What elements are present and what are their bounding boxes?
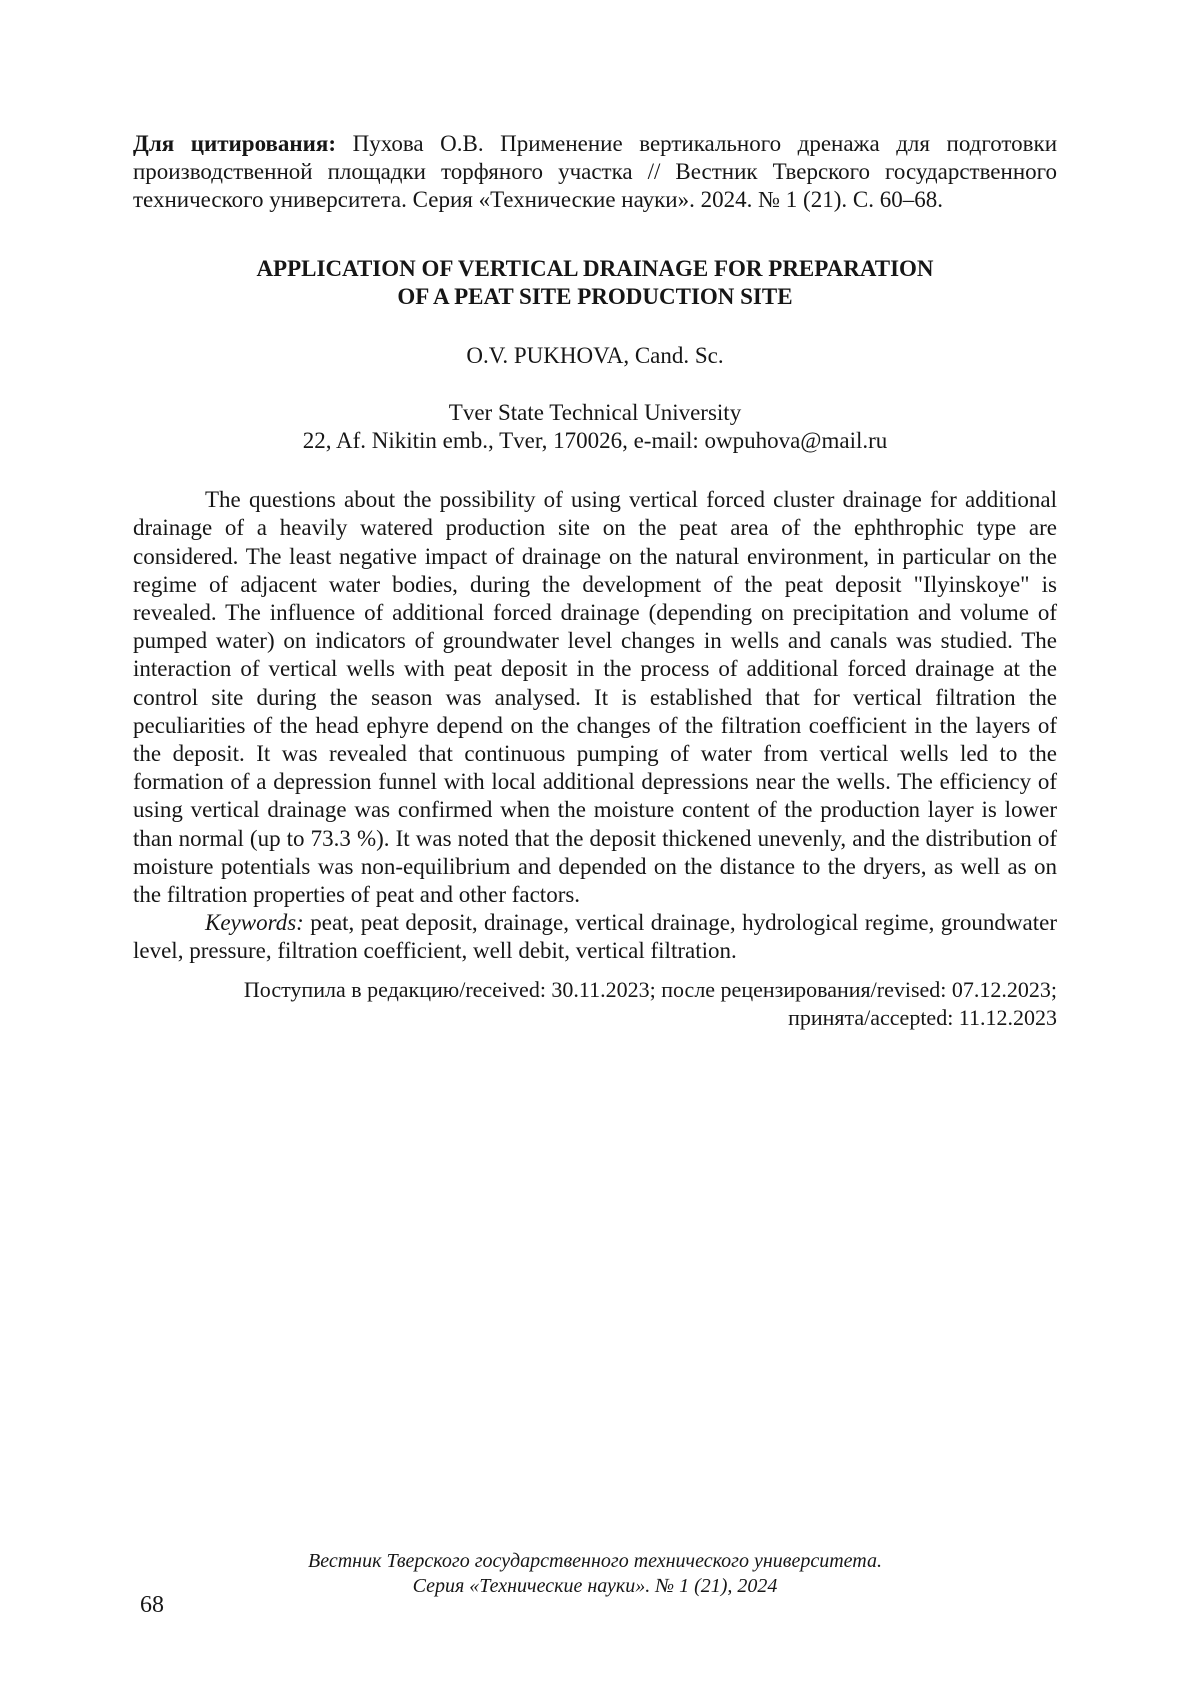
citation-label: Для цитирования: [133, 131, 337, 156]
abstract-paragraph: The questions about the possibility of using vertical forced cluster drainage for additional drainage of a heavily watered production site on the peat area of the ephthrophic type are considered. The least negative impact of drainage on the natural environment, in particular on the regime of adjacent water bodies, during the development of the peat deposit "Ilyinskoye" is revealed. The influence of additional forced drainage (depending on precipitation and volume of pumped water) on indicators of groundwater level changes in wells and canals was studied. The interaction of vertical wells with peat deposit in the process of additional forced drainage at the control site during the season was analysed. It is established that for vertical filtration the peculiarities of the head ephyre depend on the changes of the filtration coefficient in the layers of the deposit. It was revealed that continuous pumping of water from vertical wells led to the formation of a depression funnel with local additional depressions near the wells. The efficiency of using vertical drainage was confirmed when the moisture content of the production layer is lower than normal (up to 73.3 %). It was noted that the deposit thickened unevenly, and the distribution of moisture potentials was non-equilibrium and depended on the distance to the dryers, as well as on the filtration properties of peat and other factors. [133, 487, 1057, 908]
keywords-paragraph [133, 909, 1057, 965]
article-title-line1: APPLICATION OF VERTICAL DRAINAGE FOR PREPARATION [256, 255, 934, 281]
keywords-label: Keywords: [205, 910, 304, 936]
affiliation-line: Tver State Technical University [448, 399, 742, 425]
journal-title-line: Вестник Тверского государственного технического университета. [308, 1550, 882, 1572]
affiliation-block [133, 399, 1057, 455]
citation-paragraph [133, 130, 1057, 215]
article-title-line2: OF A PEAT SITE PRODUCTION SITE [397, 284, 793, 310]
keywords-text: peat, peat deposit, drainage, vertical drainage, hydrological regime, groundwater level, pressure, filtration coefficient, well debit, vertical filtration. [133, 910, 1058, 964]
address-line: 22, Af. Nikitin emb., Tver, 170026, e-mail: owpuhova@mail.ru [302, 428, 888, 454]
citation-text: Пухова О.В. Применение вертикального дренажа для подготовки производственной площадки торфяного участка // Вестник Тверского государственного технического университета. Серия «Технические науки». 2024. № 1 (21). С. 60–68. [133, 131, 1058, 213]
page-content [133, 0, 1057, 1032]
author-line: O.V. PUKHOVA, Cand. Sc. [466, 342, 724, 368]
received-block [133, 976, 1057, 1032]
journal-series-line: Серия «Технические науки». № 1 (21), 2024 [412, 1575, 778, 1597]
received-line1: Поступила в редакцию/received: 30.11.2023; после рецензирования/revised: 07.12.2023; [243, 976, 1057, 1002]
journal-footer [133, 1549, 1057, 1599]
article-title [133, 255, 1057, 312]
received-line2: принята/accepted: 11.12.2023 [788, 1004, 1057, 1030]
page-number: 68 [140, 1592, 164, 1618]
